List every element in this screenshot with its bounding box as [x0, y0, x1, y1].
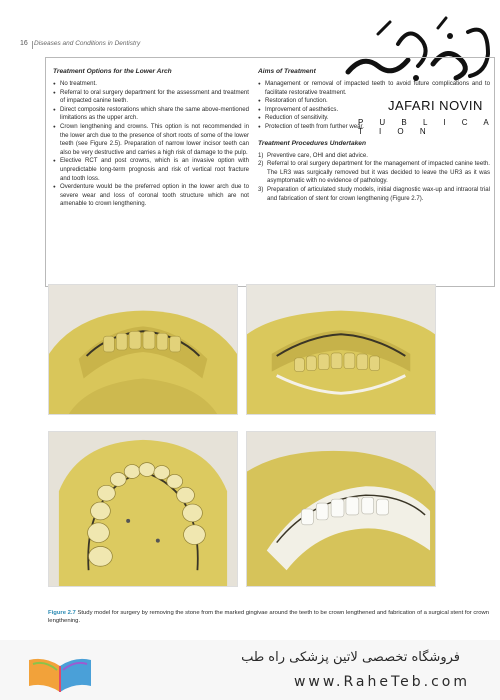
page-number: 16	[20, 40, 28, 47]
list-item: ● Improvement of aesthetics.	[258, 106, 490, 115]
list-item: ● Overdenture would be the preferred option in the lower arch due to severe wear and loss of coronal tooth structure which are not amenable to crown lengthening.	[53, 183, 249, 209]
figure-caption-text: Study model for surgery by removing the stone from the marked gingivae around the teeth to be crown lengthened and fabrication of a surgical stent for crown lengthening.	[48, 610, 490, 624]
left-column	[53, 68, 249, 209]
running-title: Diseases and Conditions in Dentistry	[34, 40, 141, 47]
step-text: Referral to oral surgery department for the management of impacted canine teeth. The LR3 was surgically removed but it was decided to leave the UR3 as it was asymptomatic with no evidence of pathology.	[267, 160, 490, 185]
list-item	[258, 160, 490, 186]
publisher-name: JAFARI NOVIN	[388, 98, 483, 113]
figure-label: Figure 2.7	[48, 610, 76, 616]
right-column	[258, 68, 490, 203]
list-item: ● Management or removal of impacted teeth to avoid future complications and to facilitate restorative treatment.	[258, 80, 490, 97]
list-item: ● Restoration of function.	[258, 97, 490, 106]
aims-title: Aims of Treatment	[258, 68, 316, 75]
procedures-title: Treatment Procedures Undertaken	[258, 139, 366, 147]
lower-arch-list	[53, 80, 249, 209]
step-number: 3)	[258, 185, 264, 193]
store-name: فروشگاه تخصصی لاتین پزشکی راه طب	[241, 650, 460, 665]
lower-arch-title: Treatment Options for the Lower Arch	[53, 68, 172, 75]
store-footer	[0, 640, 500, 700]
list-item: ● Elective RCT and post crowns, which is an invasive option with unpredictable long-term prognosis and risk of vertical root fracture and tooth loss.	[53, 157, 249, 183]
list-item: ● No treatment.	[53, 80, 249, 89]
study-model-photo-occlusal	[48, 431, 238, 587]
text-panel	[45, 57, 495, 287]
publisher-subtitle: P U B L I C A T I O N	[358, 118, 498, 136]
list-item: ● Crown lengthening and crowns. This option is not recommended in the lower arch due to the presence of short roots of some of the lower teeth (see Figure 2.5). Preparation of narrow lower incisor teeth can also be very destructive and carries a high risk of damage to the pulp.	[53, 123, 249, 157]
list-item: ● Referral to oral surgery department for the assessment and treatment of impacted canine teeth.	[53, 89, 249, 106]
list-item	[258, 152, 490, 161]
step-number: 1)	[258, 151, 264, 159]
list-item: ● Reduction of sensitivity.	[258, 114, 490, 123]
list-item: ● Protection of teeth from further wear.	[258, 123, 490, 132]
figure-photos	[48, 284, 495, 614]
figure-caption	[48, 609, 493, 625]
open-book-icon	[25, 652, 95, 694]
store-url-link[interactable]: www.RaheTeb.com	[293, 674, 470, 690]
header-divider	[32, 41, 33, 49]
step-text: Preventive care, OHI and diet advice.	[267, 151, 368, 159]
list-item: ● Direct composite restorations which share the same above-mentioned limitations as the upper arch.	[53, 106, 249, 123]
surgical-stent-photo	[246, 431, 436, 587]
study-model-photo-lower-front	[246, 284, 436, 415]
list-item	[258, 186, 490, 203]
procedures-list	[258, 152, 490, 204]
step-number: 2)	[258, 160, 264, 168]
step-text: Preparation of articulated study models, initial diagnostic wax-up and intraoral trial and fabrication of stent for crown lengthening (Figure 2.7).	[267, 185, 490, 202]
study-model-photo-upper-front	[48, 284, 238, 415]
aims-list	[258, 80, 490, 132]
